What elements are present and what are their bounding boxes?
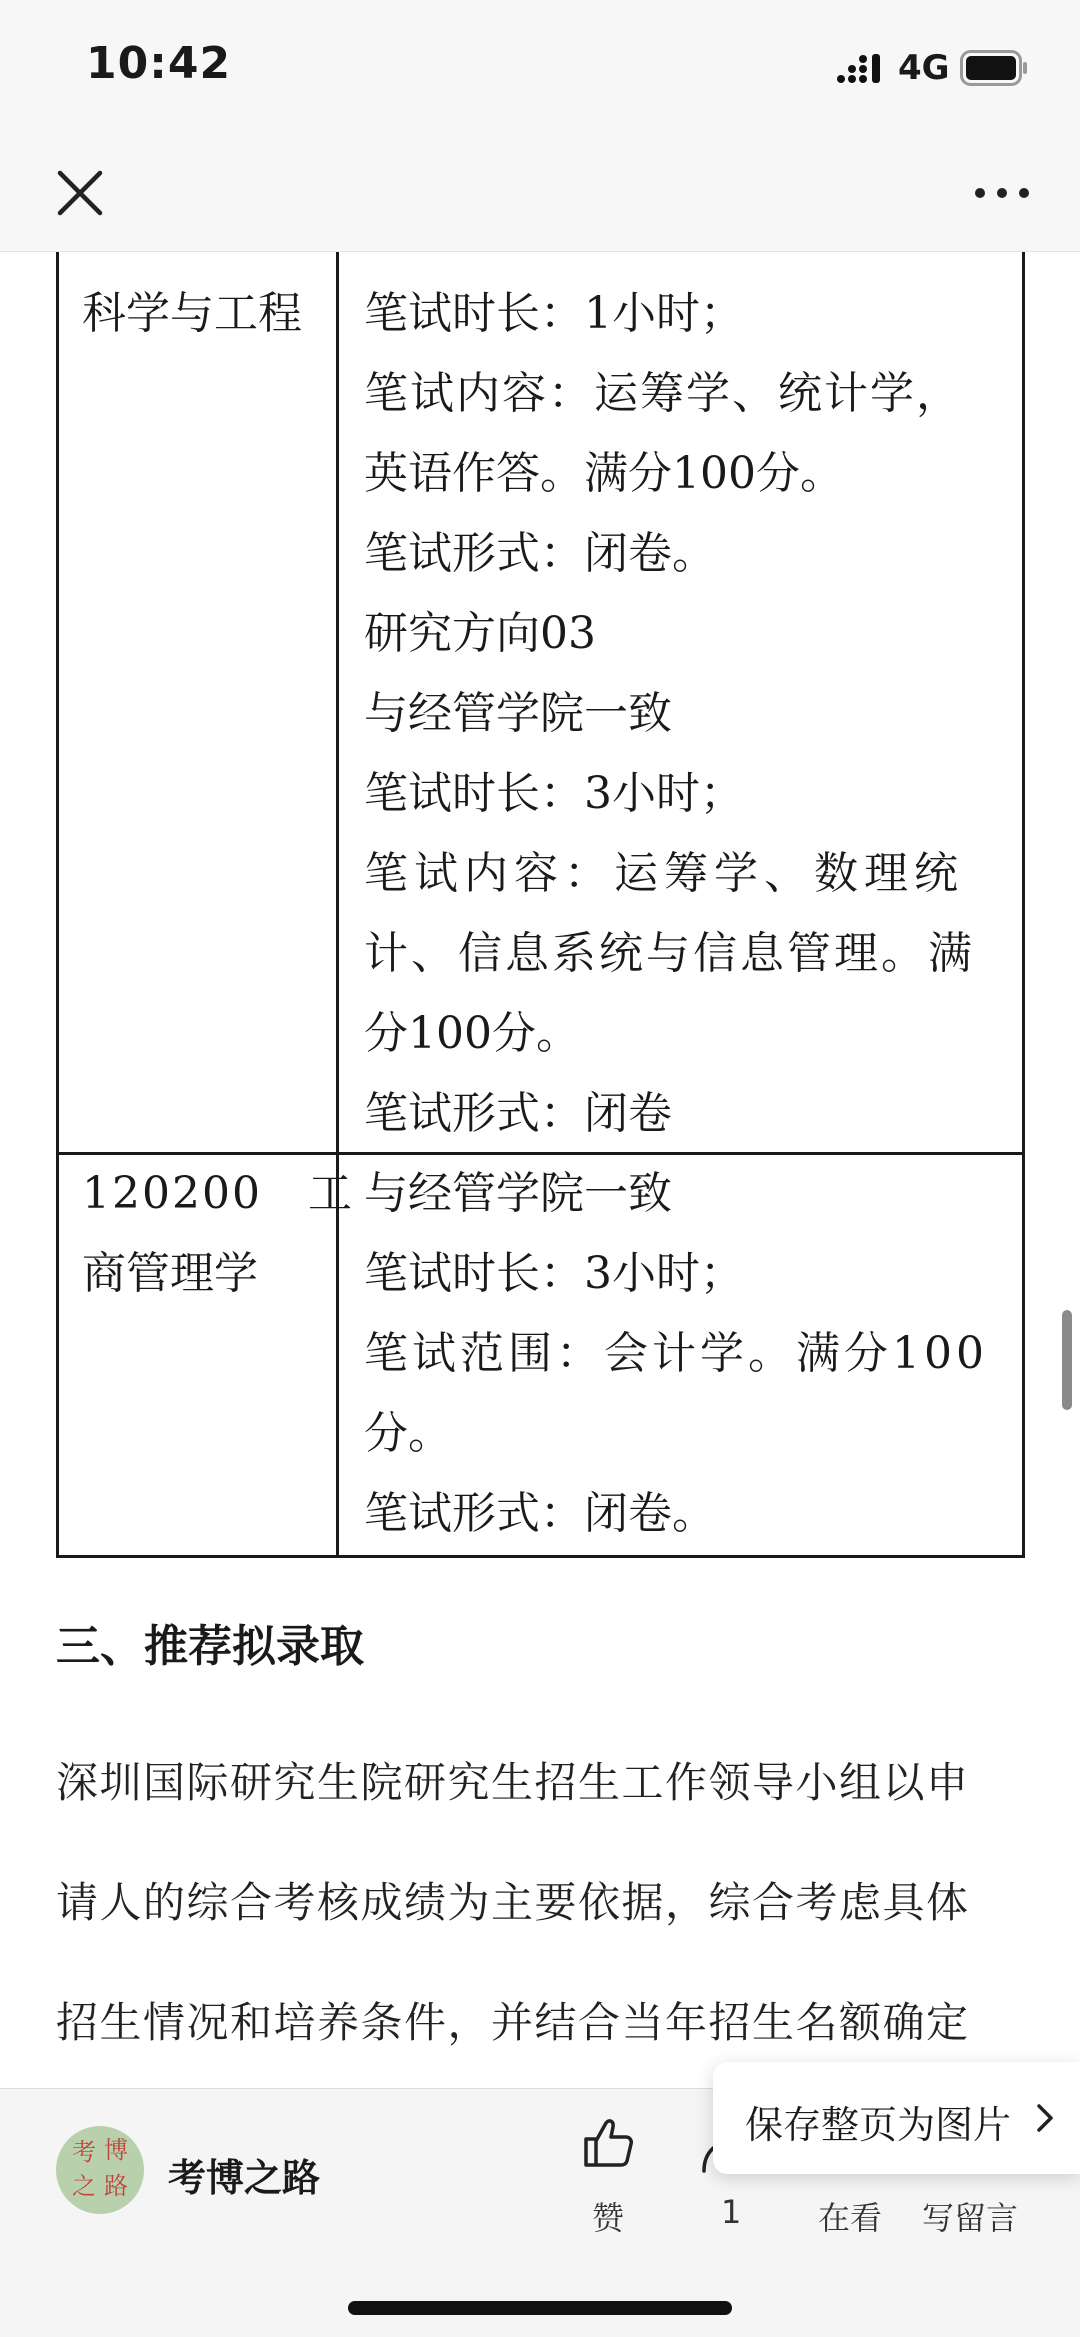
requirement-line: 笔试时长：3小时；	[364, 1248, 744, 1299]
requirement-line: 笔试范围：会计学。满分100	[364, 1328, 988, 1379]
requirement-line: 笔试形式：闭卷。	[364, 1488, 716, 1539]
chevron-right-icon	[1033, 2100, 1057, 2136]
program-name-cell: 商管理学	[82, 1248, 258, 1299]
more-options-icon[interactable]	[970, 163, 1034, 223]
table-border-bottom	[56, 1555, 1025, 1558]
scrollbar-thumb[interactable]	[1062, 1310, 1072, 1410]
status-time: 10:42	[86, 38, 232, 89]
account-avatar[interactable]	[56, 2126, 144, 2214]
table-border-right	[1022, 252, 1025, 1558]
like-label[interactable]: 赞	[592, 2199, 625, 2237]
requirement-line: 笔试时长：3小时；	[364, 768, 744, 819]
requirement-line: 笔试形式：闭卷	[364, 1088, 672, 1139]
table-border-left	[56, 252, 59, 1558]
wow-label[interactable]: 在看	[818, 2199, 883, 2237]
network-type: 4G	[898, 48, 950, 88]
requirement-line: 笔试内容：运筹学、数理统	[364, 848, 964, 899]
account-name[interactable]: 考博之路	[168, 2156, 321, 2200]
requirement-line: 与经管学院一致	[364, 1168, 672, 1219]
paragraph-line: 招生情况和培养条件，并结合当年招生名额确定	[56, 1998, 970, 2047]
share-count[interactable]: 1	[721, 2193, 742, 2231]
avatar-char: 考	[72, 2138, 96, 2166]
program-name-cell: 120200 工	[82, 1168, 354, 1219]
nav-bar	[0, 135, 1080, 252]
save-as-image-popup[interactable]	[713, 2062, 1080, 2174]
table-column-divider	[336, 252, 339, 1558]
paragraph-line: 请人的综合考核成绩为主要依据，综合考虑具体	[56, 1878, 970, 1927]
avatar-char: 路	[104, 2172, 128, 2200]
avatar-char: 之	[72, 2172, 96, 2200]
home-indicator[interactable]	[348, 2301, 732, 2315]
requirement-line: 笔试时长：1小时；	[364, 288, 744, 339]
article-content	[0, 252, 1080, 2088]
avatar-char: 博	[104, 2136, 128, 2164]
signal-strength-icon	[836, 52, 886, 86]
close-icon[interactable]	[50, 163, 110, 223]
program-name-cell: 科学与工程	[82, 288, 302, 339]
thumbs-up-icon[interactable]	[580, 2115, 636, 2171]
requirement-line: 笔试形式：闭卷。	[364, 528, 716, 579]
requirement-line: 分。	[364, 1408, 452, 1459]
paragraph-line: 深圳国际研究生院研究生招生工作领导小组以申	[56, 1758, 970, 1807]
battery-icon	[960, 50, 1028, 86]
requirement-line: 研究方向03	[364, 608, 596, 659]
requirement-line: 与经管学院一致	[364, 688, 672, 739]
comment-label[interactable]: 写留言	[922, 2199, 1019, 2237]
section-heading: 三、推荐拟录取	[56, 1621, 364, 1672]
status-bar	[0, 0, 1080, 135]
save-as-image-label[interactable]: 保存整页为图片	[745, 2103, 1012, 2147]
requirement-line: 计、信息系统与信息管理。满	[364, 928, 975, 979]
requirement-line: 英语作答。满分100分。	[364, 448, 844, 499]
requirement-line: 笔试内容：运筹学、统计学，	[364, 368, 962, 419]
requirement-line: 分100分。	[364, 1008, 580, 1059]
